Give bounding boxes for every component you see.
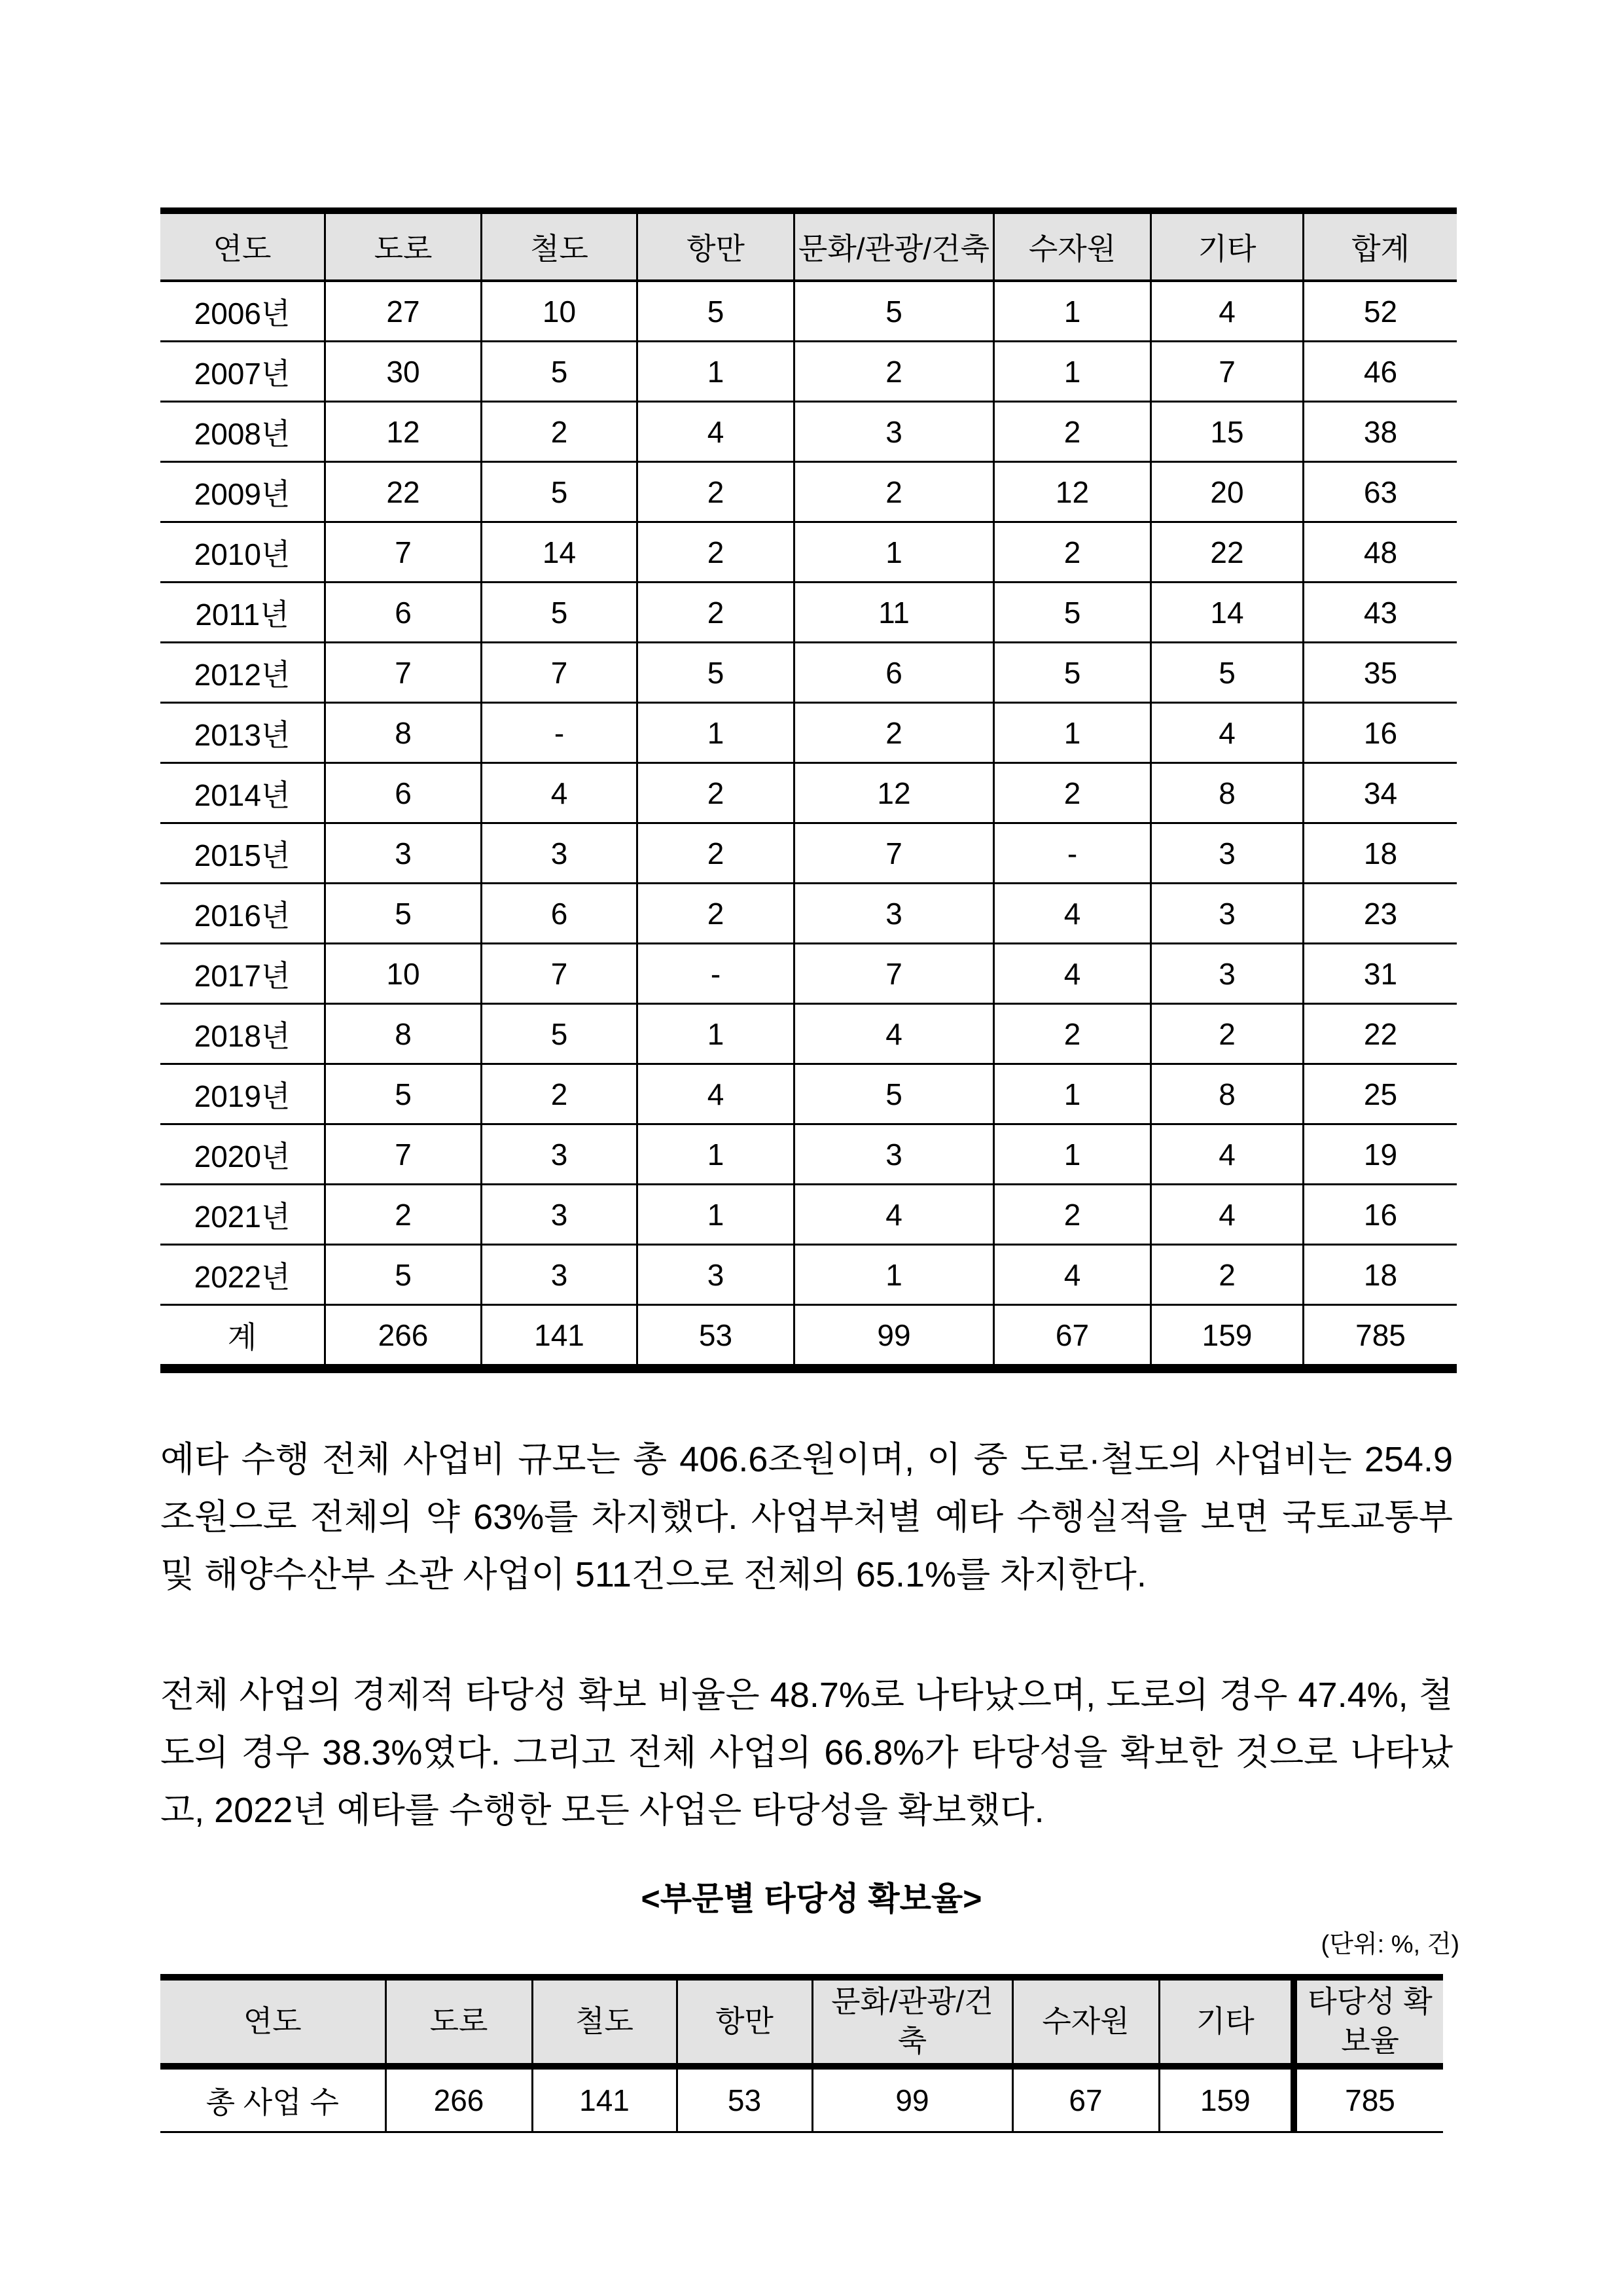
table-cell: 2007년 — [160, 342, 325, 402]
table-cell: 31 — [1304, 944, 1457, 1004]
table-cell: 5 — [637, 643, 794, 703]
table-cell: 2 — [994, 402, 1151, 462]
table-cell: 2 — [794, 342, 994, 402]
table-cell: 1 — [994, 342, 1151, 402]
table-cell: 2020년 — [160, 1124, 325, 1185]
table-cell: 2009년 — [160, 462, 325, 522]
column-header-year: 연도 — [160, 211, 325, 281]
table-row — [160, 1305, 1457, 1369]
table-cell: 2014년 — [160, 763, 325, 823]
table-cell: - — [994, 823, 1151, 884]
table-cell: 7 — [325, 1124, 482, 1185]
table-cell: 8 — [325, 1004, 482, 1064]
table-cell: 20 — [1151, 462, 1304, 522]
yearly-projects-table — [160, 207, 1457, 1373]
table-cell: 4 — [1151, 281, 1304, 342]
table-cell: 3 — [482, 1124, 637, 1185]
table-cell: 18 — [1304, 1245, 1457, 1305]
column-header-feasibility-rate: 타당성 확보율 — [1294, 1977, 1443, 2066]
table-cell: 8 — [1151, 763, 1304, 823]
table-row — [160, 1245, 1457, 1305]
table-cell: 2 — [637, 462, 794, 522]
table-cell: 14 — [482, 522, 637, 583]
table-cell: 1 — [794, 1245, 994, 1305]
table-cell: 15 — [1151, 402, 1304, 462]
table-cell: 2 — [325, 1185, 482, 1245]
table-cell: 4 — [794, 1004, 994, 1064]
table-cell: 5 — [794, 281, 994, 342]
table-row — [160, 1124, 1457, 1185]
table-cell: 2 — [994, 1004, 1151, 1064]
table-cell: 2 — [1151, 1245, 1304, 1305]
table-cell: 5 — [325, 884, 482, 944]
table-cell: 계 — [160, 1305, 325, 1369]
table-row — [160, 281, 1457, 342]
table-cell: 1 — [994, 281, 1151, 342]
column-header-culture: 문화/관광/건축 — [812, 1977, 1012, 2066]
table-cell: 2010년 — [160, 522, 325, 583]
sector-feasibility-table — [160, 1974, 1443, 2133]
table-cell: 7 — [325, 522, 482, 583]
table-cell: 3 — [482, 1245, 637, 1305]
table-cell: 159 — [1151, 1305, 1304, 1369]
sector-feasibility-table-body — [160, 2066, 1443, 2132]
table-cell: 2 — [637, 522, 794, 583]
table-cell: 2 — [637, 884, 794, 944]
table-cell: 6 — [325, 763, 482, 823]
table-cell: 22 — [1304, 1004, 1457, 1064]
table-cell: 3 — [794, 402, 994, 462]
table-row — [160, 342, 1457, 402]
table-row — [160, 1064, 1457, 1124]
yearly-projects-table-body — [160, 281, 1457, 1369]
table-cell: 1 — [637, 703, 794, 763]
table-cell: 67 — [994, 1305, 1151, 1369]
table-cell: 10 — [482, 281, 637, 342]
column-header-rail: 철도 — [482, 211, 637, 281]
table-cell: 8 — [1151, 1064, 1304, 1124]
table-cell: 1 — [637, 1124, 794, 1185]
paragraph-project-cost-summary: 예타 수행 전체 사업비 규모는 총 406.6조원이며, 이 중 도로·철도의 사업비는 254.9조원으로 전체의 약 63%를 차지했다. 사업부처별 예타 수행실적을 보면 국토교통부 및 해양수산부 소관 사업이 511건으로 전체의 65.1%를 차지한다. — [160, 1440, 1453, 1594]
table-row — [160, 823, 1457, 884]
column-header-total: 합계 — [1304, 211, 1457, 281]
table-cell: 7 — [794, 944, 994, 1004]
table-row — [160, 884, 1457, 944]
table-cell: 2 — [794, 703, 994, 763]
table-cell: 63 — [1304, 462, 1457, 522]
table-cell: 2018년 — [160, 1004, 325, 1064]
table-cell: 5 — [794, 1064, 994, 1124]
table-cell: 99 — [812, 2066, 1012, 2132]
table-cell: 4 — [794, 1185, 994, 1245]
table-row — [160, 1185, 1457, 1245]
table-cell: 11 — [794, 583, 994, 643]
table-cell: 46 — [1304, 342, 1457, 402]
table-row — [160, 402, 1457, 462]
table-row — [160, 1004, 1457, 1064]
table-cell: 3 — [1151, 944, 1304, 1004]
table-cell: 2 — [794, 462, 994, 522]
table-cell: 1 — [637, 342, 794, 402]
table-cell: 2 — [994, 763, 1151, 823]
table-cell: 2019년 — [160, 1064, 325, 1124]
table-cell: 43 — [1304, 583, 1457, 643]
table-cell: 785 — [1294, 2066, 1443, 2132]
column-header-etc: 기타 — [1159, 1977, 1294, 2066]
table-header-row — [160, 1977, 1443, 2066]
table-cell: 5 — [482, 583, 637, 643]
table-cell: 2 — [637, 823, 794, 884]
table-cell: 53 — [677, 2066, 812, 2132]
table-cell: 4 — [1151, 703, 1304, 763]
table-cell: 2 — [994, 1185, 1151, 1245]
column-header-water: 수자원 — [994, 211, 1151, 281]
paragraph-feasibility-summary: 전체 사업의 경제적 타당성 확보 비율은 48.7%로 나타났으며, 도로의 경우 47.4%, 철도의 경우 38.3%였다. 그리고 전체 사업의 66.8%가 타당성을 확보한 것으로 나타났고, 2022년 예타를 수행한 모든 사업은 타당성을 확보했다. — [160, 1676, 1453, 1830]
table-cell: 2 — [637, 763, 794, 823]
table-cell: 785 — [1304, 1305, 1457, 1369]
table-cell: 4 — [994, 944, 1151, 1004]
table-cell: 14 — [1151, 583, 1304, 643]
table-cell: 48 — [1304, 522, 1457, 583]
table-cell: 22 — [1151, 522, 1304, 583]
table-cell: 5 — [325, 1064, 482, 1124]
table-cell: - — [637, 944, 794, 1004]
table-cell: 266 — [325, 1305, 482, 1369]
table-cell: 2 — [994, 522, 1151, 583]
table-cell: 1 — [794, 522, 994, 583]
table-cell: 53 — [637, 1305, 794, 1369]
table-cell: 12 — [994, 462, 1151, 522]
column-header-water: 수자원 — [1012, 1977, 1159, 2066]
table-cell: 30 — [325, 342, 482, 402]
table-cell: 7 — [325, 643, 482, 703]
table-cell: 7 — [794, 823, 994, 884]
table-cell: 1 — [994, 703, 1151, 763]
table-cell: 5 — [1151, 643, 1304, 703]
table-cell: 23 — [1304, 884, 1457, 944]
table-cell: 99 — [794, 1305, 994, 1369]
table-cell: 3 — [1151, 884, 1304, 944]
table-cell: 38 — [1304, 402, 1457, 462]
table-cell: 141 — [482, 1305, 637, 1369]
table-cell: 2016년 — [160, 884, 325, 944]
table-cell: 16 — [1304, 703, 1457, 763]
table-cell: 6 — [794, 643, 994, 703]
table-cell: 34 — [1304, 763, 1457, 823]
table-cell: 5 — [482, 1004, 637, 1064]
table-cell: 141 — [532, 2066, 677, 2132]
table-cell: 2 — [482, 402, 637, 462]
table-row — [160, 462, 1457, 522]
column-header-road: 도로 — [385, 1977, 532, 2066]
table-cell: 22 — [325, 462, 482, 522]
table-cell: 3 — [325, 823, 482, 884]
table-cell: - — [482, 703, 637, 763]
table-cell: 16 — [1304, 1185, 1457, 1245]
table-cell: 1 — [637, 1185, 794, 1245]
table-cell: 3 — [794, 1124, 994, 1185]
table-cell: 4 — [1151, 1185, 1304, 1245]
column-header-year: 연도 — [160, 1977, 385, 2066]
column-header-etc: 기타 — [1151, 211, 1304, 281]
column-header-port: 항만 — [637, 211, 794, 281]
table-cell: 4 — [994, 1245, 1151, 1305]
column-header-road: 도로 — [325, 211, 482, 281]
table-cell: 27 — [325, 281, 482, 342]
table-cell: 2013년 — [160, 703, 325, 763]
table-cell: 2022년 — [160, 1245, 325, 1305]
table-cell: 2006년 — [160, 281, 325, 342]
table-cell: 52 — [1304, 281, 1457, 342]
table-cell: 2008년 — [160, 402, 325, 462]
table-cell: 3 — [482, 823, 637, 884]
table-cell: 8 — [325, 703, 482, 763]
table-cell: 6 — [325, 583, 482, 643]
table-cell: 5 — [482, 462, 637, 522]
table-cell: 2 — [637, 583, 794, 643]
table-header-row — [160, 211, 1457, 281]
table-cell: 2015년 — [160, 823, 325, 884]
table-cell: 35 — [1304, 643, 1457, 703]
table-cell: 4 — [637, 1064, 794, 1124]
table-cell: 3 — [482, 1185, 637, 1245]
table-cell: 10 — [325, 944, 482, 1004]
table-cell: 7 — [482, 944, 637, 1004]
table-cell: 1 — [637, 1004, 794, 1064]
table-row — [160, 703, 1457, 763]
table-cell: 12 — [325, 402, 482, 462]
table-row — [160, 944, 1457, 1004]
table-row — [160, 2066, 1443, 2132]
table-cell: 12 — [794, 763, 994, 823]
table-cell: 266 — [385, 2066, 532, 2132]
table-row — [160, 643, 1457, 703]
table-cell: 4 — [994, 884, 1151, 944]
table-cell: 5 — [482, 342, 637, 402]
table-cell: 7 — [482, 643, 637, 703]
table-cell: 25 — [1304, 1064, 1457, 1124]
table-cell: 18 — [1304, 823, 1457, 884]
column-header-port: 항만 — [677, 1977, 812, 2066]
table-cell: 1 — [994, 1064, 1151, 1124]
table-cell: 5 — [637, 281, 794, 342]
table-cell: 1 — [994, 1124, 1151, 1185]
table-cell: 67 — [1012, 2066, 1159, 2132]
column-header-culture: 문화/관광/건축 — [794, 211, 994, 281]
table-cell: 2 — [1151, 1004, 1304, 1064]
table-cell: 4 — [637, 402, 794, 462]
table-cell: 3 — [637, 1245, 794, 1305]
table-cell: 5 — [325, 1245, 482, 1305]
column-header-rail: 철도 — [532, 1977, 677, 2066]
table-row — [160, 522, 1457, 583]
table-cell: 2021년 — [160, 1185, 325, 1245]
table-cell: 7 — [1151, 342, 1304, 402]
unit-note: (단위: %, 건) — [1321, 1931, 1459, 1958]
table-cell: 4 — [482, 763, 637, 823]
table-cell: 159 — [1159, 2066, 1294, 2132]
table-cell: 총 사업 수 — [205, 2085, 339, 2119]
table-cell: 3 — [794, 884, 994, 944]
table-cell: 6 — [482, 884, 637, 944]
table-cell: 2011년 — [160, 583, 325, 643]
table-cell: 2 — [482, 1064, 637, 1124]
table-row — [160, 763, 1457, 823]
table-cell: 5 — [994, 583, 1151, 643]
table-cell: 19 — [1304, 1124, 1457, 1185]
table-cell: 5 — [994, 643, 1151, 703]
table-cell: 4 — [1151, 1124, 1304, 1185]
table-cell: 2012년 — [160, 643, 325, 703]
table-cell: 2017년 — [160, 944, 325, 1004]
table2-title: <부문별 타당성 확보율> — [641, 1880, 982, 1917]
table-row — [160, 583, 1457, 643]
table-cell: 3 — [1151, 823, 1304, 884]
